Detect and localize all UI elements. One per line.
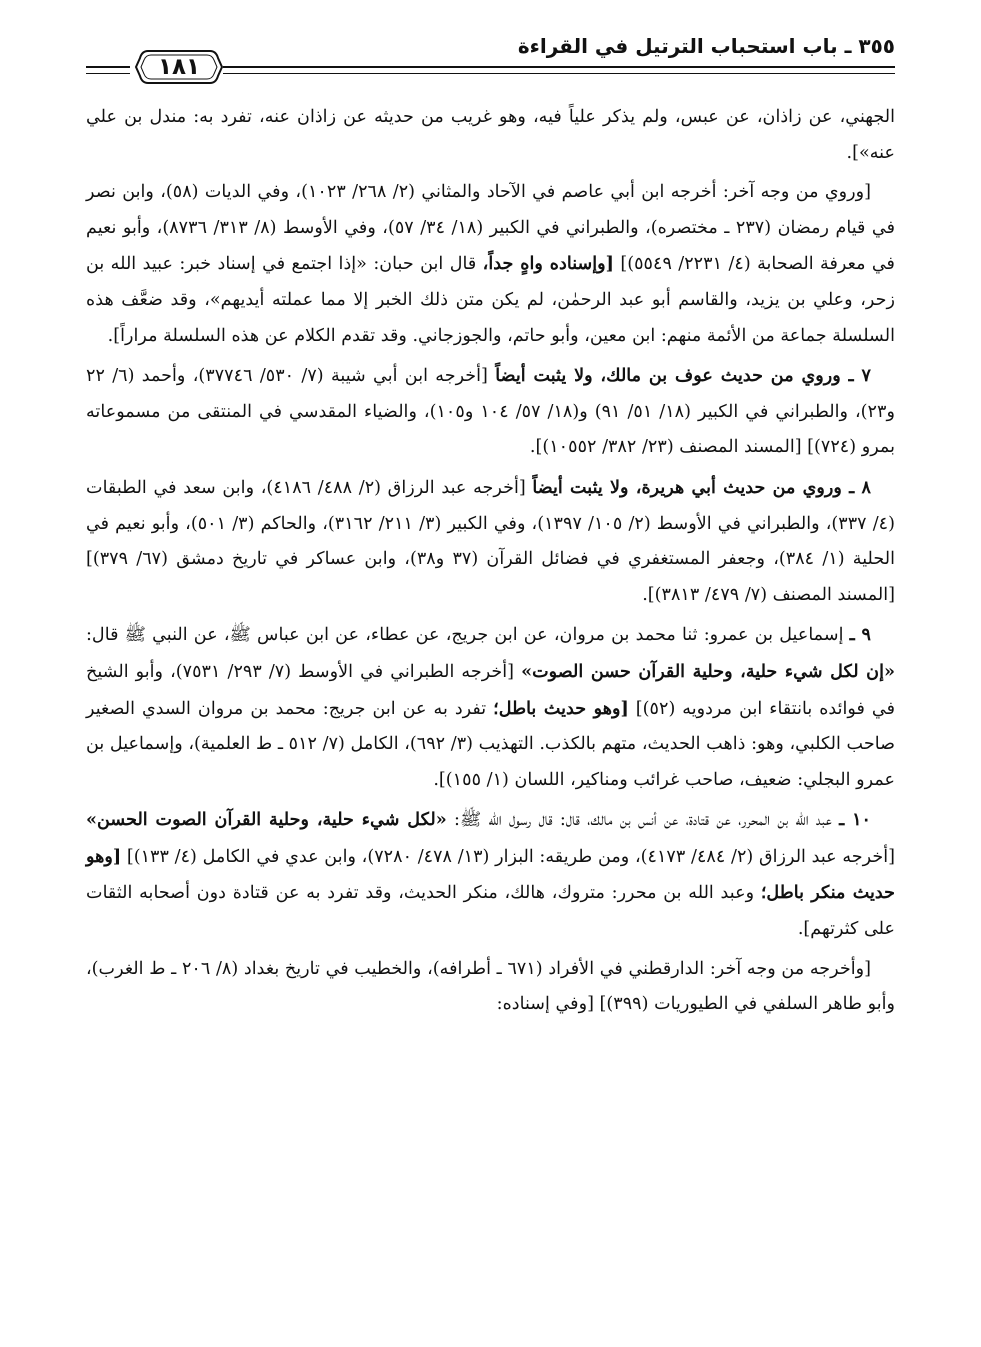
text-span: الجهني، عن زاذان، عن عبس، ولم يذكر علياً فيه، وهو غريب من حديثه عن زاذان عنه، تفرد به: مندل بن علي عنه»]. — [86, 107, 895, 163]
text-span: [أخرجه الطبراني في الأوسط (٧/ ٢٩٣/ ٧٥٣١)، وأبو الشيخ في فوائده بانتقاء ابن مردويه (٥٢)] — [86, 661, 895, 719]
bold-span: ٩ ـ — [849, 624, 871, 646]
text-span: [وروي من وجه آخر: أخرجه ابن أبي عاصم في الآحاد والمثاني (٢/ ٢٦٨/ ١٠٢٣)، وفي الديات (٥٨)، وابن نصر في قيام رمضان (٢٣٧ ـ مختصره)، والطبراني في الكبير (١٨/ ٣٤/ ٥٧)، وفي الأوسط (٨/ ٣١٣/ ٨٧٣٦)، وأبو نعيم في معرفة الصحابة (٤/ ٢٢٣١/ ٥٥٤٩)] — [86, 182, 895, 275]
paragraph-3 — [86, 358, 895, 466]
page-number-badge — [134, 48, 224, 86]
page-content — [86, 100, 895, 1027]
text-span: إسماعيل بن عمرو: ثنا محمد بن مروان، عن ابن جريج، عن عطاء، عن ابن عباس ﷺ، عن النبي ﷺ قال: — [86, 625, 850, 646]
text-span: [وأخرجه من وجه آخر: الدارقطني في الأفراد (٦٧١ ـ أطرافه)، والخطيب في تاريخ بغداد (٨/ ٢٠٦ ـ ط الغرب)، وأبو طاهر السلفي في الطيوريات (٣٩٩)] [وفي إسناده: — [86, 958, 895, 1015]
paragraph-4 — [86, 470, 895, 613]
text-span: [أخرجه ابن أبي شيبة (٧/ ٥٣٠/ ٣٧٧٤٦)، وأحمد (٦/ ٢٢ و٢٣)، والطبراني في الكبير (١٨/ ٥١/ ٩١) و(١٨/ ٥٧/ ١٠٤ و١٠٥)، والضياء المقدسي في المنتقى من مسموعاته بمرو (٧٢٤)] [المسند المصنف (٢٣/ ٣٨٢/ ١٠٥٥٢)]. — [86, 366, 895, 458]
page-number: ١٨١ — [157, 54, 201, 80]
header-rule-left — [86, 66, 130, 74]
bold-span: [وهو حديث باطل؛ — [493, 697, 629, 719]
paragraph-5 — [86, 617, 895, 798]
running-header — [86, 28, 895, 90]
text-span: [أخرجه عبد الرزاق (٢/ ٤٨٤/ ٤١٧٣)، ومن طريقه: البزار (١٣/ ٤٧٨/ ٧٢٨٠)، وابن عدي في الكامل (٤/ ١٣٣)] — [121, 846, 896, 867]
bold-span: [وإسناده واهٍ جداً، — [482, 253, 614, 275]
text-span: قال ابن حبان: «إذا اجتمع في إسناد خبر: عبيد الله بن زحر، وعلي بن يزيد، والقاسم أبو عبد الرحمٰن، لم يكن متن ذلك الخبر إلا مما عملته أيديهم»، وقد ضعَّف هذه السلسلة جماعة من الأئمة منهم: ابن معين، وأبو حاتم، والجوزجاني. وقد تقدم الكلام عن هذه السلسلة مراراً]. — [86, 254, 895, 346]
bold-span: ٧ ـ وروي من حديث عوف بن مالك، ولا يثبت أيضاً — [495, 365, 871, 387]
paragraph-6 — [86, 802, 895, 947]
paragraph-1 — [86, 100, 895, 171]
paragraph-7 — [86, 952, 895, 1023]
bold-span: «لكل شيء حلية، وحلية القرآن الصوت الحسن» — [86, 809, 447, 831]
text-span: تفرد به عن ابن جريج: محمد بن مروان السدي الصغير صاحب الكلبي، وهو: ذاهب الحديث، متهم بالكذب. التهذيب (٣/ ٦٩٢)، الكامل (٧/ ٥١٢ ـ ط العلمية)، وإسماعيل بن عمرو البجلي: ضعيف، صاحب غرائب ومناكير، اللسان (١/ ١٥٥)]. — [86, 698, 896, 790]
text-span: [أخرجه عبد الرزاق (٢/ ٤٨٨/ ٤١٨٦)، وابن سعد في الطبقات (٤/ ٣٣٧)، والطبراني في الأوسط (٢/ ١٠٥/ ١٣٩٧)، وفي الكبير (٣/ ٢١١/ ٣١٦٢)، والحاكم (٣/ ٥٠١)، وأبو نعيم في الحلية (١/ ٣٨٤)، وجعفر المستغفري في فضائل القرآن (٣٧ و٣٨)، وابن عساكر في تاريخ دمشق (٦٧/ ٣٧٩)] [المسند المصنف (٧/ ٤٧٩/ ٣٨١٣)]. — [86, 477, 895, 605]
bold-span: [وهو حديث منكر باطل؛ — [86, 845, 895, 904]
paragraph-2 — [86, 175, 895, 354]
bold-span: «إن لكل شيء حلية، وحلية القرآن حسن الصوت» — [521, 660, 895, 682]
header-rule — [223, 66, 895, 74]
chapter-title: ٣٥٥ ـ باب استحباب الترتيل في القراءة — [517, 34, 895, 58]
bold-span: ٨ ـ وروي من حديث أبي هريرة، ولا يثبت أيضاً — [532, 476, 871, 498]
text-span: وعبد الله بن محرر: متروك، هالك، منكر الحديث، وقد تفرد به عن قتادة دون أصحابه الثقات على كثرتهم]. — [86, 883, 895, 940]
bold-span: ١٠ ـ — [839, 809, 871, 831]
text-span: عبد الله بن المحرر، عن قتادة، عن أنس بن مالك، قال: قال رسول الله ﷺ: — [446, 810, 840, 831]
